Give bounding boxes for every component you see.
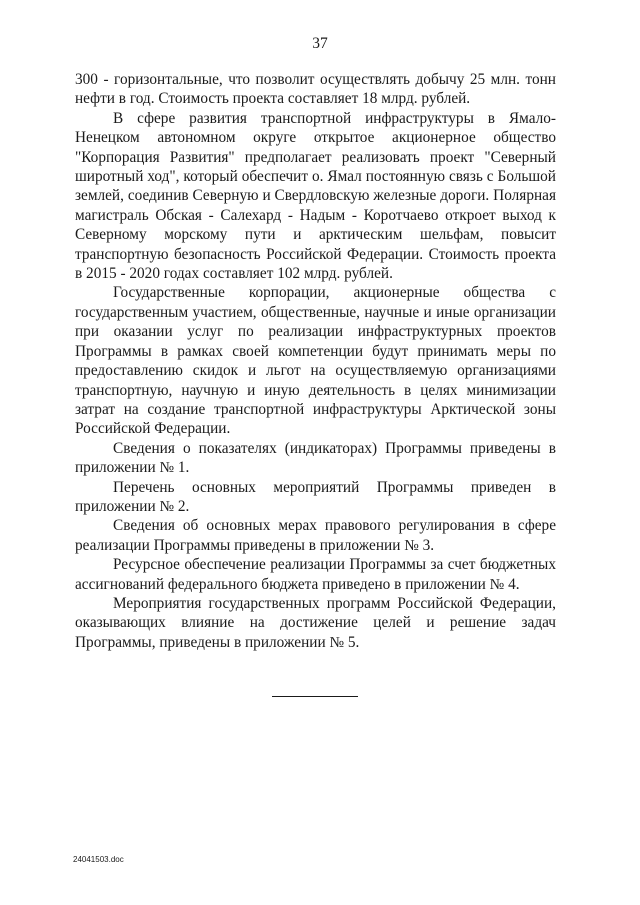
document-body — [75, 70, 556, 652]
paragraph-appendix-3: Сведения об основных мерах правового регулирования в сфере реализации Программы приведены в приложении № 3. — [75, 517, 556, 554]
end-separator-line — [272, 696, 358, 697]
paragraph-appendix-1: Сведения о показателях (индикаторах) Программы приведены в приложении № 1. — [75, 439, 556, 477]
paragraph-transport-project: В сфере развития транспортной инфраструктуры в Ямало-Ненецком автономном округе открытое акционерное общество "Корпорация Развития" предполагает реализовать проект "Северный широтный ход", который обеспечит о. Ямал постоянную связь с Большой землей, соединив Северную и Свердловскую железные дороги. Полярная магистраль Обская - Салехард - Надым - Коротчаево откроет выход к Северному морскому пути и арктическим шельфам, повысит транспортную безопасность Российской Федерации. Стоимость проекта в 2015 - 2020 годах составляет 102 млрд. рублей. — [75, 109, 556, 283]
paragraph-appendix-4: Ресурсное обеспечение реализации Программы за счет бюджетных ассигнований федерального бюджета приведено в приложении № 4. — [75, 556, 556, 593]
paragraph-state-corporations: Государственные корпорации, акционерные общества с государственным участием, общественные, научные и иные организации при оказании услуг по реализации инфраструктурных проектов Программы в рамках своей компетенции будут принимать меры по предоставлению скидок и льгот на осуществляемую организациями транспортную, научную и иную деятельность в целях минимизации затрат на создание транспортной инфраструктуры Арктической зоны Российской Федерации. — [75, 284, 556, 438]
document-file-id: 24041503.doc — [73, 855, 124, 864]
paragraph-appendix-5: Мероприятия государственных программ Российской Федерации, оказывающих влияние на достижение целей и решение задач Программы, приведены в приложении № 5. — [75, 594, 556, 651]
paragraph-appendix-2: Перечень основных мероприятий Программы приведен в приложении № 2. — [75, 478, 556, 515]
page-number: 37 — [312, 35, 328, 52]
paragraph-continuation: 300 - горизонтальные, что позволит осуществлять добычу 25 млн. тонн нефти в год. Стоимость проекта составляет 18 млрд. рублей. — [75, 71, 556, 108]
